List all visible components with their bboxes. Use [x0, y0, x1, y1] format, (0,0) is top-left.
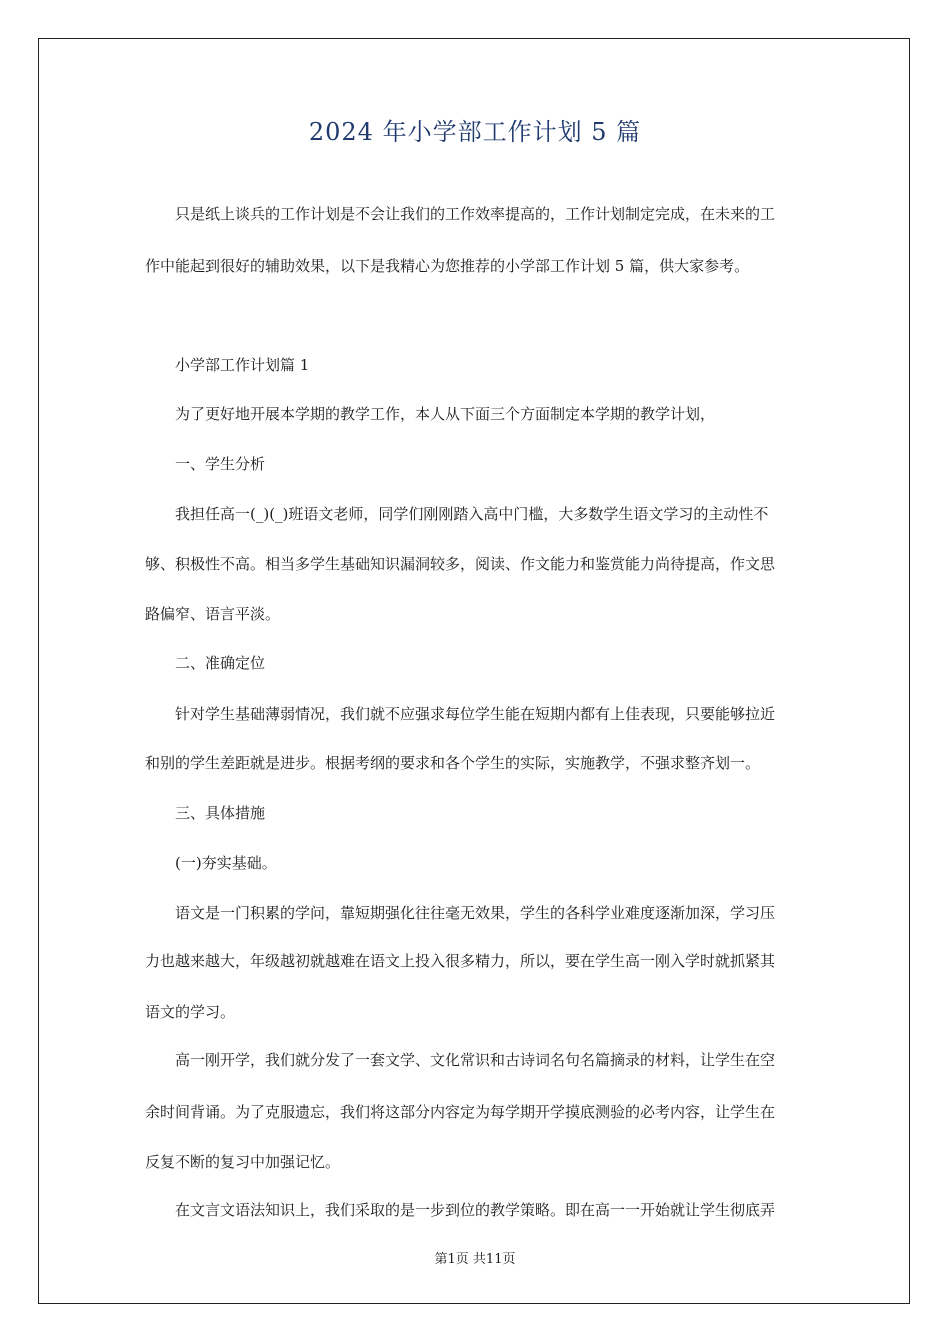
- document-title: 2024 年小学部工作计划 5 篇: [308, 118, 642, 146]
- body-line: 针对学生基础薄弱情况，我们就不应强求每位学生能在短期内都有上佳表现，只要能够拉近: [175, 705, 776, 723]
- body-line: 在文言文语法知识上，我们采取的是一步到位的教学策略。即在高一一开始就让学生彻底弄: [175, 1201, 776, 1219]
- body-line: 高一刚开学，我们就分发了一套文学、文化常识和古诗词名句名篇摘录的材料，让学生在空: [175, 1051, 776, 1069]
- body-line: 只是纸上谈兵的工作计划是不会让我们的工作效率提高的，工作计划制定完成，在未来的工: [175, 205, 776, 223]
- body-line: 路偏窄、语言平淡。: [145, 605, 281, 623]
- section-heading: 小学部工作计划篇 1: [175, 356, 310, 374]
- body-line: 够、积极性不高。相当多学生基础知识漏洞较多，阅读、作文能力和鉴赏能力尚待提高，作文思: [145, 555, 776, 573]
- body-line: 反复不断的复习中加强记忆。: [145, 1153, 341, 1171]
- body-line: 作中能起到很好的辅助效果，以下是我精心为您推荐的小学部工作计划 5 篇，供大家参考。: [145, 257, 750, 275]
- section-heading: 一、学生分析: [175, 455, 266, 473]
- body-line: 我担任高一(_)(_)班语文老师，同学们刚刚踏入高中门槛，大多数学生语文学习的主动性不: [175, 505, 769, 523]
- section-heading: (一)夯实基础。: [175, 854, 277, 872]
- body-line: 力也越来越大，年级越初就越难在语文上投入很多精力，所以，要在学生高一刚入学时就抓紧其: [145, 952, 776, 970]
- body-line: 和别的学生差距就是进步。根据考纲的要求和各个学生的实际，实施教学，不强求整齐划一。: [145, 754, 761, 772]
- page-footer: 第1页 共11页: [434, 1252, 516, 1267]
- section-heading: 三、具体措施: [175, 804, 266, 822]
- body-line: 语文的学习。: [145, 1003, 236, 1021]
- body-line: 余时间背诵。为了克服遗忘，我们将这部分内容定为每学期开学摸底测验的必考内容，让学生在: [145, 1103, 776, 1121]
- section-heading: 二、准确定位: [175, 654, 266, 672]
- body-line: 语文是一门积累的学问，靠短期强化往往毫无效果，学生的各科学业难度逐渐加深，学习压: [175, 904, 776, 922]
- body-line: 为了更好地开展本学期的教学工作，本人从下面三个方面制定本学期的教学计划，: [175, 405, 716, 423]
